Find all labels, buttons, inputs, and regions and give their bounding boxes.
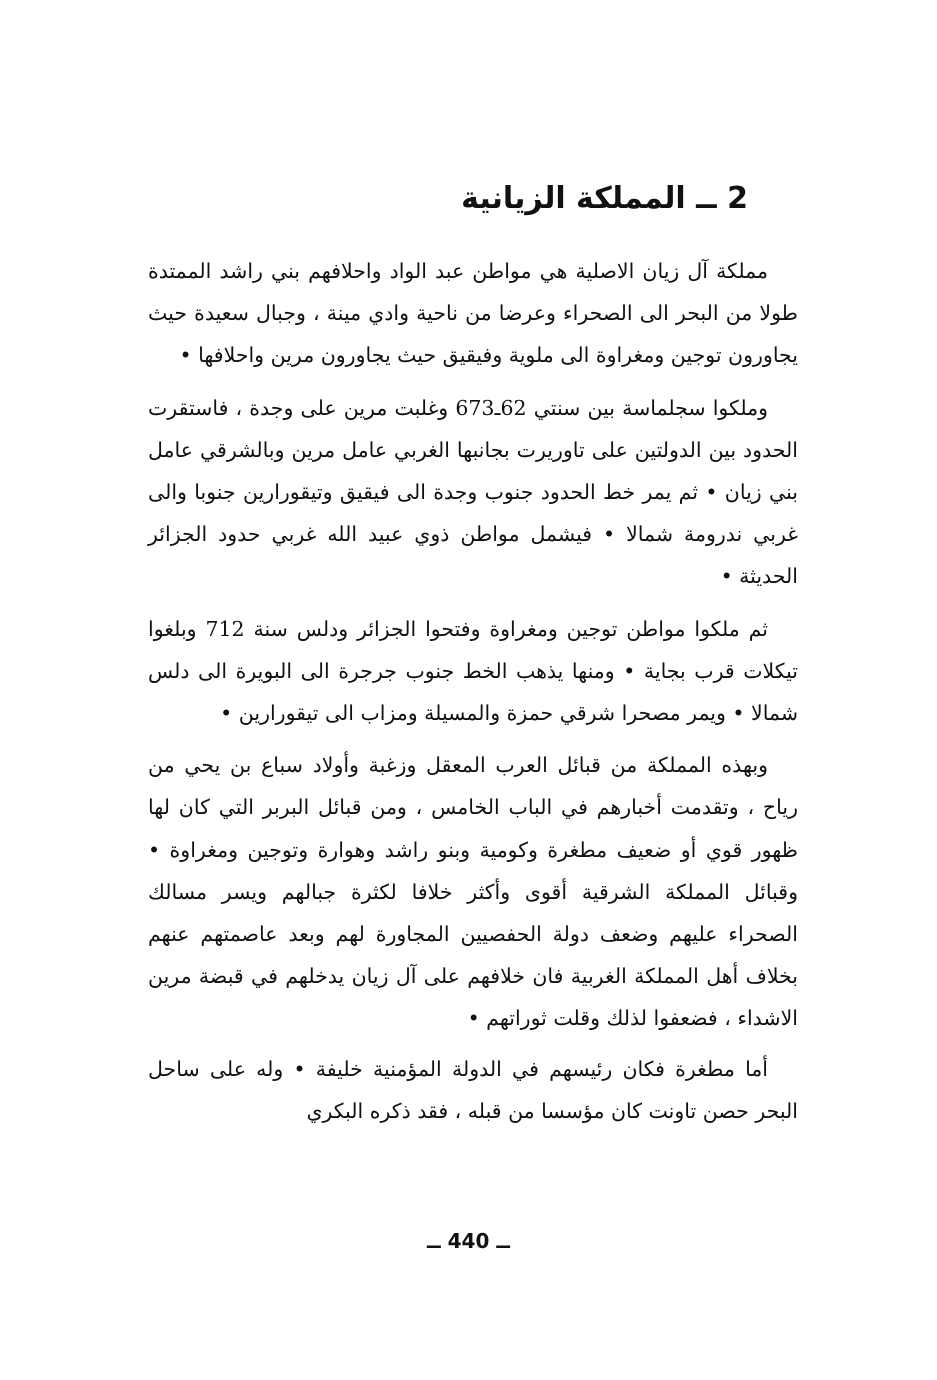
body-text	[148, 250, 798, 1142]
paragraph: مملكة آل زيان الاصلية هي مواطن عبد الواد واحلافهم بني راشد الممتدة طولا من البحر الى الصحراء وعرضا من ناحية وادي مينة ، وجبال سعيدة حيث يجاورون توجين ومغراوة الى ملوية وفيقيق حيث يجاورون مرين واحلافها •	[148, 259, 798, 368]
paragraph: وبهذه المملكة من قبائل العرب المعقل وزغبة وأولاد سباع بن يحي من رياح ، وتقدمت أخبارهم في الباب الخامس ، ومن قبائل البربر التي كان لها ظهور قوي أو ضعيف مطغرة وكومية وبنو راشد وهوارة وتوجين ومغراوة • وقبائل المملكة الشرقية أقوى وأكثر خلافا لكثرة جبالهم ويسر مسالك الصحراء عليهم وضعف دولة الحفصيين المجاورة لهم وبعد عاصمتهم عنهم بخلاف أهل المملكة الغربية فان خلافهم على آل زيان يدخلهم في قبضة مرين الاشداء ، فضعفوا لذلك وقلت ثوراتهم •	[148, 753, 798, 1031]
paragraph: وملكوا سجلماسة بين سنتي 62ـ673 وغلبت مرين على وجدة ، فاستقرت الحدود بين الدولتين على تاوريرت بجانبها الغربي عامل مرين وبالشرقي عامل بني زيان • ثم يمر خط الحدود جنوب وجدة الى فيقيق وتيقورارين جنوبا والى غربي ندرومة شمالا • فيشمل مواطن ذوي عبيد الله غربي حدود الجزائر الحديثة •	[148, 395, 798, 589]
paragraph: أما مطغرة فكان رئيسهم في الدولة المؤمنية خليفة • وله على ساحل البحر حصن تاونت كان مؤسسا من قبله ، فقد ذكره البكري	[148, 1056, 798, 1123]
paragraph: ثم ملكوا مواطن توجين ومغراوة وفتحوا الجزائر ودلس سنة 712 وبلغوا تيكلات قرب بجاية • ومنها يذهب الخط جنوب جرجرة الى البويرة الى دلس شمالا • ويمر مصحرا شرقي حمزة والمسيلة ومزاب الى تيقورارين •	[148, 616, 798, 726]
section-heading: 2 ــ المملكة الزيانية	[461, 181, 748, 216]
page-number: ــ 440 ــ	[426, 1229, 511, 1253]
